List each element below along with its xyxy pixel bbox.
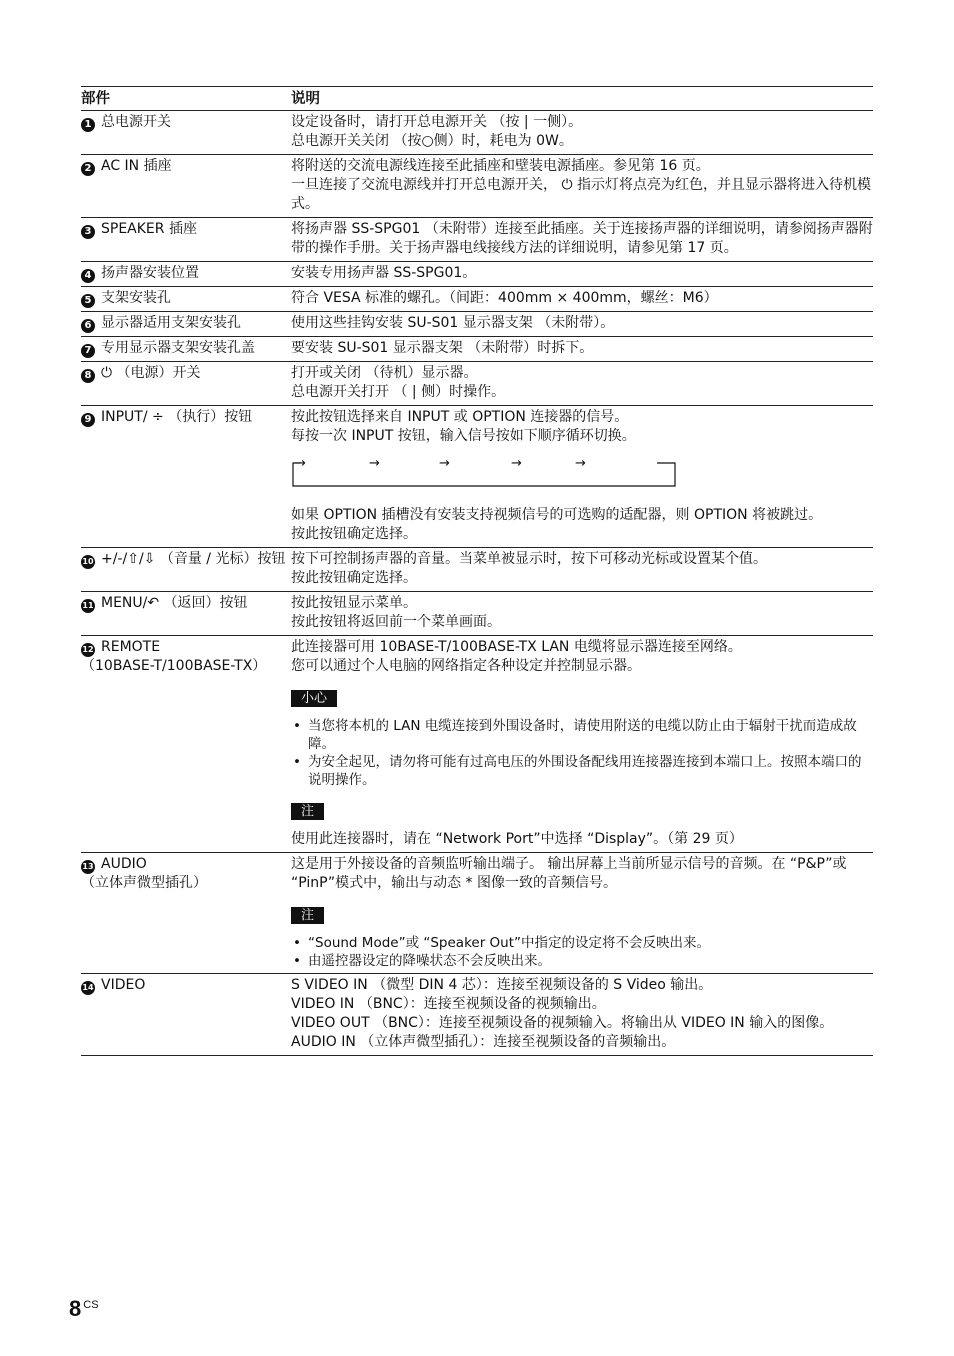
table-row xyxy=(81,155,873,218)
page-number xyxy=(69,1296,99,1322)
table-row xyxy=(81,312,873,337)
item-number-badge: 10 xyxy=(81,555,95,569)
item-number-badge: 8 xyxy=(81,369,95,383)
cycle-loop-lines xyxy=(291,460,691,496)
flow-arrow: → xyxy=(369,456,380,471)
caution-item: • 为安全起见，请勿将可能有过高电压的外围设备配线用连接器连接到本端口上。按照本端口的说明操作。 xyxy=(291,753,873,789)
description-line: 打开或关闭 （待机）显示器。 xyxy=(291,365,478,381)
parts-table xyxy=(81,86,873,1056)
part-name: REMOTE xyxy=(101,639,161,655)
header-description: 说明 xyxy=(291,91,320,107)
description-line: 按此按钮显示菜单。 xyxy=(291,595,417,611)
flow-arrow: → xyxy=(295,456,306,471)
header-part: 部件 xyxy=(81,91,110,107)
item-number-badge: 14 xyxy=(81,981,95,995)
table-row xyxy=(81,592,873,636)
item-number-badge: 13 xyxy=(81,860,95,874)
table-row xyxy=(81,362,873,406)
table-row xyxy=(81,406,873,548)
input-cycle-diagram xyxy=(291,456,873,496)
description-line: 符合 VESA 标准的螺孔。（间距：400mm × 400mm，螺丝：M6） xyxy=(291,290,718,306)
table-row xyxy=(81,262,873,287)
item-number-badge: 5 xyxy=(81,294,95,308)
part-name: 专用显示器支架安装孔盖 xyxy=(101,340,255,356)
caution-item: • 当您将本机的 LAN 电缆连接到外围设备时，请使用附送的电缆以防止由于辐射干扰而造成故障。 xyxy=(291,717,873,753)
part-name: ⏻ （电源）开关 xyxy=(101,365,201,381)
description-line: 此连接器可用 10BASE-T/100BASE-TX LAN 电缆将显示器连接至网络。 xyxy=(291,639,742,655)
description-line: S VIDEO IN （微型 DIN 4 芯）：连接至视频设备的 S Video 输出。 xyxy=(291,977,713,993)
item-number-badge: 9 xyxy=(81,413,95,427)
description-line: 按此按钮选择来自 INPUT 或 OPTION 连接器的信号。 xyxy=(291,409,629,425)
part-name: 显示器适用支架安装孔 xyxy=(101,315,241,331)
item-number-badge: 7 xyxy=(81,344,95,358)
flow-arrow: → xyxy=(439,456,450,471)
note-text: 使用此连接器时，请在 “Network Port”中选择 “Display”。（第 29 页） xyxy=(291,831,743,847)
description-line: 您可以通过个人电脑的网络指定各种设定并控制显示器。 xyxy=(291,658,641,674)
part-name: 总电源开关 xyxy=(101,114,171,130)
table-row xyxy=(81,636,873,853)
part-name: +/-/⇧/⇩ （音量 / 光标）按钮 xyxy=(101,551,286,567)
table-row xyxy=(81,974,873,1056)
description-line: 按此按钮将返回前一个菜单画面。 xyxy=(291,614,501,630)
part-name: AUDIO xyxy=(101,856,147,872)
description-line: VIDEO OUT （BNC）：连接至视频设备的视频输入。将输出从 VIDEO IN 输入的图像。 xyxy=(291,1015,834,1031)
description-line: 总电源开关关闭 （按○侧）时，耗电为 0W。 xyxy=(291,133,573,149)
part-name: SPEAKER 插座 xyxy=(101,221,197,237)
flow-arrow: → xyxy=(511,456,522,471)
description-line: 按此按钮确定选择。 xyxy=(291,570,417,586)
description-line: 总电源开关打开 （ | 侧）时操作。 xyxy=(291,384,506,400)
part-name: 扬声器安装位置 xyxy=(101,265,199,281)
description-line: 按此按钮确定选择。 xyxy=(291,526,417,542)
caution-list xyxy=(291,717,873,789)
item-number-badge: 4 xyxy=(81,269,95,283)
note-list xyxy=(291,934,873,970)
table-row xyxy=(81,218,873,262)
table-row xyxy=(81,548,873,592)
table-row xyxy=(81,111,873,155)
page-number-value: 8 xyxy=(69,1296,82,1321)
description-line: AUDIO IN （立体声微型插孔）：连接至视频设备的音频输出。 xyxy=(291,1034,676,1050)
part-name-sub: （10BASE-T/100BASE-TX） xyxy=(81,658,267,674)
item-number-badge: 2 xyxy=(81,162,95,176)
description-line: 如果 OPTION 插槽没有安装支持视频信号的可选购的适配器，则 OPTION 将被跳过。 xyxy=(291,507,823,523)
note-item: • “Sound Mode”或 “Speaker Out”中指定的设定将不会反映出来。 xyxy=(291,934,873,952)
note-label: 注 xyxy=(291,907,324,924)
note-label: 注 xyxy=(291,803,324,820)
description-line: 安装专用扬声器 SS-SPG01。 xyxy=(291,265,477,281)
description-line: 使用这些挂钩安装 SU-S01 显示器支架 （未附带）。 xyxy=(291,315,615,331)
description-line: 这是用于外接设备的音频监听输出端子。 输出屏幕上当前所显示信号的音频。在 “P&P”或 “PinP”模式中，输出与动态 * 图像一致的音频信号。 xyxy=(291,856,847,891)
flow-arrow: → xyxy=(575,456,586,471)
table-row xyxy=(81,853,873,974)
description-line: 将附送的交流电源线连接至此插座和壁装电源插座。参见第 16 页。 xyxy=(291,158,710,174)
description-line: 设定设备时，请打开总电源开关 （按 | 一侧）。 xyxy=(291,114,583,130)
part-name: AC IN 插座 xyxy=(101,158,172,174)
description-line: 要安装 SU-S01 显示器支架 （未附带）时拆下。 xyxy=(291,340,594,356)
table-row xyxy=(81,287,873,312)
item-number-badge: 6 xyxy=(81,319,95,333)
description-line: 每按一次 INPUT 按钮，输入信号按如下顺序循环切换。 xyxy=(291,428,636,444)
page-suffix: CS xyxy=(83,1299,99,1311)
part-name: VIDEO xyxy=(101,977,146,993)
item-number-badge: 3 xyxy=(81,225,95,239)
item-number-badge: 12 xyxy=(81,643,95,657)
table-row xyxy=(81,337,873,362)
description-line: 按下可控制扬声器的音量。当菜单被显示时，按下可移动光标或设置某个值。 xyxy=(291,551,767,567)
item-number-badge: 11 xyxy=(81,599,95,613)
item-number-badge: 1 xyxy=(81,118,95,132)
description-line: 将扬声器 SS-SPG01 （未附带）连接至此插座。关于连接扬声器的详细说明，请参阅扬声器附带的操作手册。关于扬声器电线接线方法的详细说明，请参见第 17 页。 xyxy=(291,221,873,256)
part-name: INPUT/ ÷ （执行）按钮 xyxy=(101,409,253,425)
note-item: • 由遥控器设定的降噪状态不会反映出来。 xyxy=(291,952,873,970)
caution-label: 小心 xyxy=(291,690,337,707)
description-line: 一旦连接了交流电源线并打开总电源开关， ⏻ 指示灯将点亮为红色，并且显示器将进入待机模式。 xyxy=(291,177,871,212)
table-header xyxy=(81,86,873,111)
part-name-sub: （立体声微型插孔） xyxy=(81,875,207,891)
description-line: VIDEO IN （BNC）：连接至视频设备的视频输出。 xyxy=(291,996,606,1012)
part-name: 支架安装孔 xyxy=(101,290,171,306)
part-name: MENU/↶ （返回）按钮 xyxy=(101,595,248,611)
